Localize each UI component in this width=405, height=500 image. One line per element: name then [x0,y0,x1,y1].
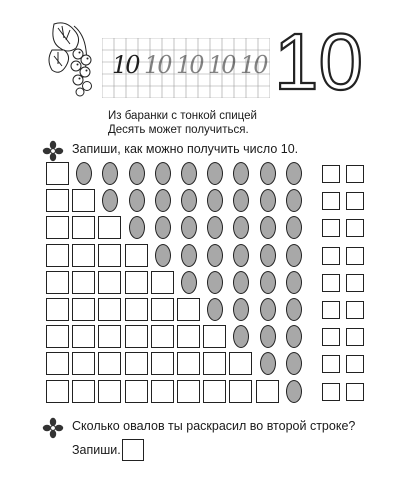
filled-oval [181,216,197,239]
empty-square[interactable] [203,325,226,348]
empty-square[interactable] [229,380,252,403]
answer-box[interactable] [346,355,364,373]
filled-oval [155,244,171,267]
filled-oval [286,352,302,375]
empty-square[interactable] [46,352,69,375]
filled-oval [207,162,223,185]
empty-square[interactable] [125,244,148,267]
empty-square[interactable] [98,325,121,348]
answer-box[interactable] [346,165,364,183]
empty-square[interactable] [72,352,95,375]
empty-square[interactable] [72,189,95,212]
filled-oval [207,298,223,321]
empty-square[interactable] [256,380,279,403]
filled-oval [207,271,223,294]
empty-square[interactable] [177,325,200,348]
big-digit-10: 10 [274,17,363,106]
empty-square[interactable] [203,352,226,375]
poem-line-2: Десять может получиться. [108,124,249,136]
filled-oval [233,216,249,239]
poem-line-1: Из баранки с тонкой спицей [108,110,257,122]
empty-square[interactable] [72,216,95,239]
empty-square[interactable] [177,298,200,321]
filled-oval [102,189,118,212]
answer-box[interactable] [322,355,340,373]
filled-oval [260,325,276,348]
filled-oval [260,244,276,267]
task-2-answer-label: Запиши. [72,443,121,457]
filled-oval [286,244,302,267]
task-1-text: Запиши, как можно получить число 10. [72,142,299,156]
empty-square[interactable] [46,325,69,348]
empty-square[interactable] [46,380,69,403]
flower-bullet-icon [42,417,64,439]
flower-bullet-icon [42,140,64,162]
empty-square[interactable] [72,298,95,321]
empty-square[interactable] [125,380,148,403]
filled-oval [260,271,276,294]
filled-oval [286,298,302,321]
answer-box[interactable] [346,383,364,401]
filled-oval [207,244,223,267]
answer-box[interactable] [322,274,340,292]
filled-oval [181,244,197,267]
empty-square[interactable] [125,298,148,321]
empty-square[interactable] [98,298,121,321]
filled-oval [207,216,223,239]
filled-oval [286,271,302,294]
empty-square[interactable] [72,244,95,267]
answer-box[interactable] [346,192,364,210]
answer-box[interactable] [346,301,364,319]
currant-branch-icon [44,20,104,98]
filled-oval [233,271,249,294]
answer-box[interactable] [322,165,340,183]
filled-oval [233,244,249,267]
answer-box[interactable] [322,328,340,346]
practice-digit: 10 [208,51,235,79]
filled-oval [286,325,302,348]
empty-square[interactable] [151,325,174,348]
empty-square[interactable] [46,244,69,267]
empty-square[interactable] [72,271,95,294]
filled-oval [129,216,145,239]
answer-box[interactable] [322,192,340,210]
answer-box[interactable] [346,274,364,292]
practice-digit: 10 [112,51,139,79]
empty-square[interactable] [46,271,69,294]
filled-oval [181,162,197,185]
filled-oval [260,189,276,212]
empty-square[interactable] [98,352,121,375]
filled-oval [286,380,302,403]
empty-square[interactable] [151,298,174,321]
empty-square[interactable] [151,271,174,294]
filled-oval [286,162,302,185]
empty-square[interactable] [46,216,69,239]
answer-box[interactable] [346,247,364,265]
filled-oval [129,162,145,185]
filled-oval [233,162,249,185]
filled-oval [260,298,276,321]
practice-digit: 10 [176,51,203,79]
empty-square[interactable] [151,380,174,403]
filled-oval [181,271,197,294]
filled-oval [286,216,302,239]
empty-square[interactable] [46,162,69,185]
filled-oval [155,162,171,185]
empty-square[interactable] [125,352,148,375]
task-2-question: Сколько овалов ты раскрасил во второй строке? [72,419,356,433]
empty-square[interactable] [98,380,121,403]
empty-square[interactable] [177,380,200,403]
empty-square[interactable] [203,380,226,403]
empty-square[interactable] [72,380,95,403]
empty-square[interactable] [46,189,69,212]
filled-oval [207,189,223,212]
filled-oval [233,189,249,212]
practice-digit: 10 [240,51,267,79]
empty-square[interactable] [151,352,174,375]
filled-oval [155,216,171,239]
answer-box[interactable] [322,247,340,265]
task-2-answer-box[interactable] [122,439,144,461]
filled-oval [129,189,145,212]
answer-box[interactable] [346,219,364,237]
empty-square[interactable] [98,271,121,294]
answer-box[interactable] [322,219,340,237]
empty-square[interactable] [125,271,148,294]
empty-square[interactable] [177,352,200,375]
empty-square[interactable] [98,244,121,267]
empty-square[interactable] [125,325,148,348]
answer-box[interactable] [322,301,340,319]
filled-oval [233,298,249,321]
empty-square[interactable] [229,352,252,375]
filled-oval [286,189,302,212]
empty-square[interactable] [72,325,95,348]
filled-oval [76,162,92,185]
filled-oval [155,189,171,212]
empty-square[interactable] [46,298,69,321]
empty-square[interactable] [98,216,121,239]
filled-oval [260,352,276,375]
answer-box[interactable] [346,328,364,346]
filled-oval [233,325,249,348]
answer-box[interactable] [322,383,340,401]
filled-oval [260,216,276,239]
practice-digit: 10 [144,51,171,79]
filled-oval [102,162,118,185]
filled-oval [260,162,276,185]
filled-oval [181,189,197,212]
